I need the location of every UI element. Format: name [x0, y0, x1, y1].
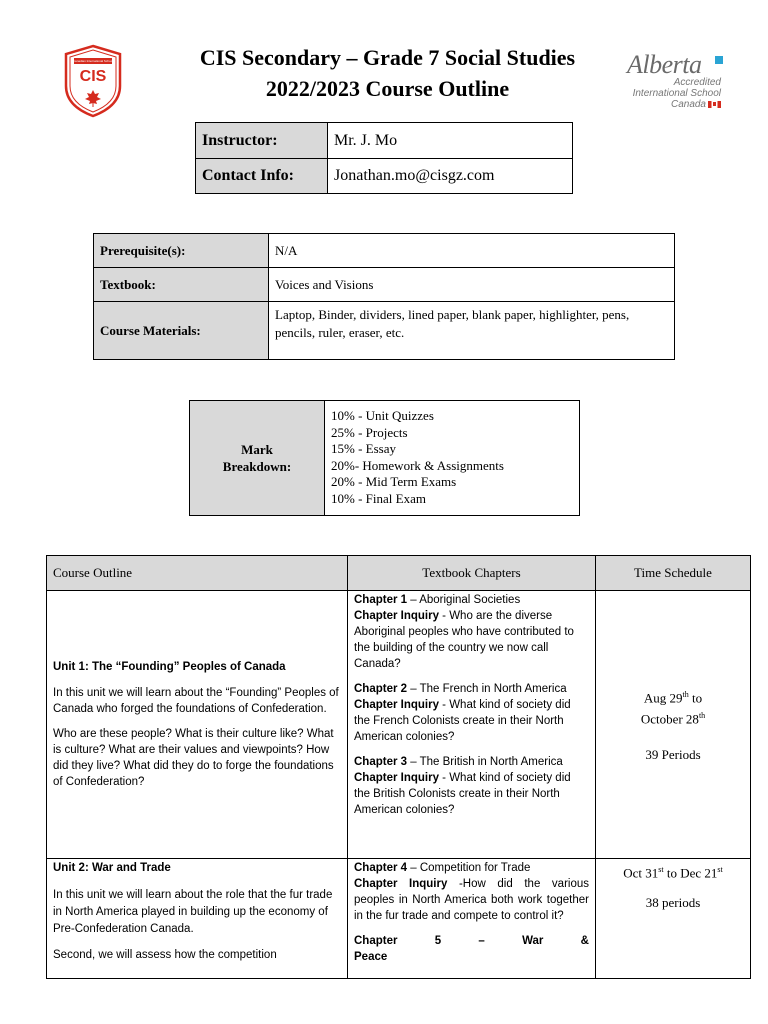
- materials-value: Laptop, Binder, dividers, lined paper, blank paper, highlighter, pens, pencils, ruler, eraser, etc.: [269, 302, 675, 360]
- chapter3-inquiry-label: Chapter Inquiry: [354, 772, 439, 784]
- chapter4-name: – Competition for Trade: [407, 862, 531, 874]
- canada-flag-icon: [708, 101, 721, 108]
- unit2-time-schedule: [596, 859, 751, 979]
- chapter2: [354, 681, 589, 745]
- alberta-logo-mark: [715, 56, 723, 64]
- unit1-title: Unit 1: The “Founding” Peoples of Canada: [53, 661, 286, 673]
- mark-item: 25% - Projects: [331, 424, 408, 440]
- col-header-course-outline: Course Outline: [47, 556, 348, 591]
- prereq-value: N/A: [269, 234, 675, 268]
- chapter3: [354, 754, 589, 818]
- chapter1-name: – Aboriginal Societies: [407, 594, 521, 606]
- cis-logo-small-text: Canadian International School: [72, 59, 114, 63]
- chapter1-title: Chapter 1: [354, 594, 408, 606]
- textbook-value: Voices and Visions: [269, 268, 675, 302]
- mark-label-line1: Mark: [241, 442, 273, 457]
- unit1-periods: 39 Periods: [645, 746, 701, 762]
- unit1-end-sup: th: [698, 710, 706, 720]
- cis-logo: [62, 44, 124, 118]
- instructor-value: Mr. J. Mo: [328, 123, 573, 159]
- alberta-logo-name: Alberta: [627, 50, 702, 79]
- chapter4-inquiry-label: Chapter Inquiry: [354, 878, 448, 890]
- cis-logo-text: CIS: [79, 68, 107, 85]
- unit1-description: [47, 591, 348, 859]
- unit1-to: to: [688, 690, 703, 706]
- table-row-unit2: [47, 859, 751, 979]
- alberta-logo-line2: International School: [632, 88, 721, 99]
- unit2-paragraph2: Second, we will assess how the competition: [53, 949, 277, 961]
- chapter2-title: Chapter 2: [354, 683, 408, 695]
- course-info-table: [93, 233, 675, 360]
- table-row-unit1: [47, 591, 751, 859]
- contact-value[interactable]: Jonathan.mo@cisgz.com: [328, 159, 573, 194]
- mark-breakdown-label: [190, 401, 325, 516]
- mark-item: 15% - Essay: [331, 441, 396, 456]
- mark-item: 10% - Unit Quizzes: [331, 408, 434, 423]
- chapter2-inquiry-label: Chapter Inquiry: [354, 699, 439, 711]
- alberta-logo-line3: Canada: [670, 99, 706, 110]
- unit2-paragraph1: In this unit we will learn about the role that the fur trade in North America played in building up the economy of Pre-Confederation Canada.: [53, 889, 333, 935]
- unit2-start-date: Oct 31: [623, 865, 659, 881]
- unit1-start-sup: th: [682, 690, 689, 700]
- mark-label-line2: Breakdown:: [222, 459, 292, 474]
- unit1-date-range: [602, 686, 744, 727]
- prereq-label: Prerequisite(s):: [94, 234, 269, 268]
- unit1-start-date: Aug 29: [643, 690, 683, 706]
- alberta-logo-line3-wrap: [671, 99, 721, 110]
- chapter4: [354, 860, 589, 924]
- course-outline-table: [46, 555, 751, 979]
- unit2-description: [47, 859, 348, 979]
- page-subtitle: 2022/2023 Course Outline: [265, 76, 510, 101]
- unit2-end-sup: st: [717, 865, 723, 874]
- chapter4-title: Chapter 4: [354, 862, 408, 874]
- chapter1-inquiry-label: Chapter Inquiry: [354, 610, 439, 622]
- chapter1-inquiry: - Who are the diverse Aboriginal peoples who have contributed to the building of the country we now call Canada?: [354, 610, 574, 670]
- mark-item: 20%- Homework & Assignments: [331, 457, 504, 473]
- unit2-chapters: [348, 859, 596, 979]
- page-title: CIS Secondary – Grade 7 Social Studies: [199, 45, 576, 70]
- mark-item: 10% - Final Exam: [331, 490, 426, 506]
- textbook-label: Textbook:: [94, 268, 269, 302]
- chapter3-inquiry: - What kind of society did the British Colonists create in their North American colonies?: [354, 772, 571, 816]
- unit2-title: Unit 2: War and Trade: [53, 862, 171, 874]
- instructor-table: [195, 122, 573, 194]
- alberta-logo: [625, 50, 725, 112]
- alberta-logo-line1: Accredited: [673, 77, 721, 88]
- chapter5-title: Chapter 5 – War & Peace: [354, 935, 589, 963]
- chapter4-inquiry: -How did the various peoples in North America both work together in the fur trade and compete to control it?: [354, 878, 589, 922]
- unit1-chapters: [348, 591, 596, 859]
- chapter1: [354, 592, 589, 672]
- chapter2-inquiry: - What kind of society did the French Colonists create in their North American colonies?: [354, 699, 571, 743]
- chapter2-name: – The French in North America: [407, 683, 567, 695]
- mark-breakdown-table: [189, 400, 580, 516]
- col-header-time-schedule: Time Schedule: [596, 556, 751, 591]
- instructor-label: Instructor:: [196, 123, 328, 159]
- unit2-date-range: [602, 862, 744, 881]
- mark-item: 20% - Mid Term Exams: [331, 474, 457, 489]
- unit2-periods: 38 periods: [645, 895, 701, 911]
- unit1-end-date: October 28: [640, 710, 699, 726]
- unit1-paragraph1: In this unit we will learn about the “Founding” Peoples of Canada who forged the foundations of Confederation.: [53, 687, 339, 715]
- unit1-paragraph2: Who are these people? What is their culture like? What is culture? What are their values and viewpoints? How did they live? What did they do to forge the foundations of Confederation?: [53, 728, 334, 788]
- col-header-textbook-chapters: Textbook Chapters: [348, 556, 596, 591]
- unit2-start-sup: st: [658, 865, 664, 874]
- chapter3-title: Chapter 3: [354, 756, 408, 768]
- unit2-end-date: to Dec 21: [663, 865, 718, 881]
- contact-label: Contact Info:: [196, 159, 328, 194]
- materials-label: Course Materials:: [94, 302, 269, 360]
- mark-breakdown-list: [325, 401, 580, 516]
- chapter3-name: – The British in North America: [407, 756, 563, 768]
- unit1-time-schedule: [596, 591, 751, 859]
